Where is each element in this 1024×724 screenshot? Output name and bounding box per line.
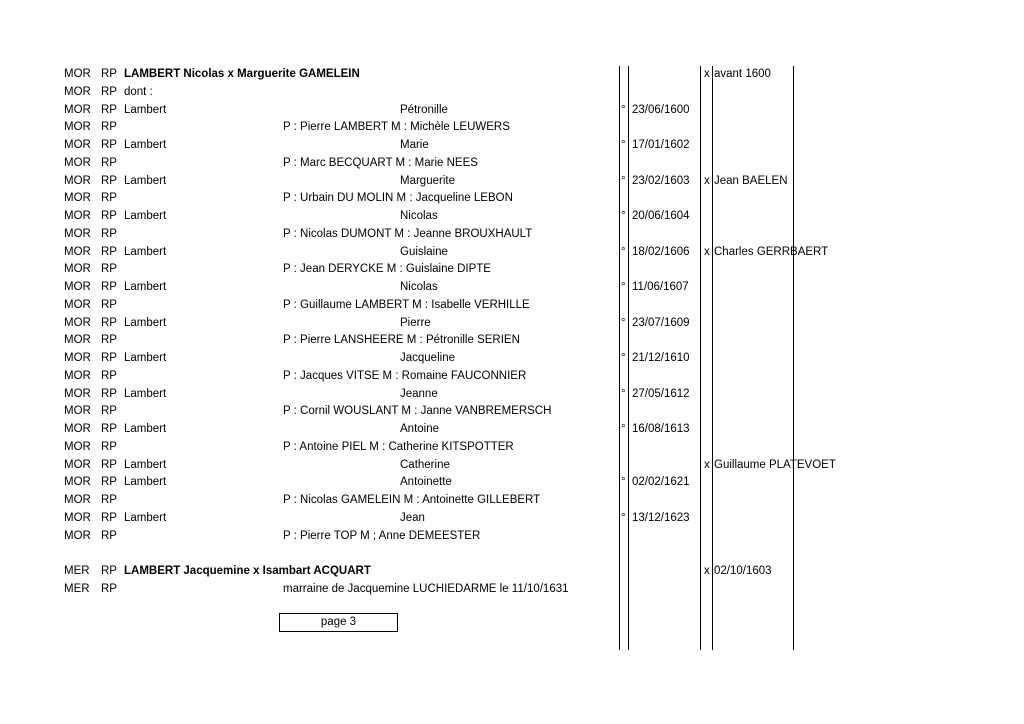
family-title: LAMBERT Nicolas x Marguerite GAMELEIN — [124, 68, 360, 80]
baptism-date: 23/06/1600 — [632, 103, 690, 116]
table-row — [0, 155, 1024, 172]
parish-code: MOR — [64, 494, 91, 506]
register-code: RP — [101, 529, 117, 542]
table-row — [0, 84, 1024, 101]
register-code: RP — [101, 121, 117, 134]
child-firstname: Marie — [400, 139, 429, 151]
marriage-info: Charles GERRBAERT — [714, 245, 829, 258]
table-row — [0, 492, 1024, 509]
child-firstname: Antoine — [400, 423, 440, 435]
table-row — [0, 137, 1024, 154]
child-surname: Lambert — [124, 458, 167, 471]
marriage-mark: x — [704, 174, 710, 187]
godparents-text: P : Pierre LAMBERT M : Michèle LEUWERS — [283, 121, 510, 134]
child-firstname: Pierre — [400, 316, 431, 329]
parish-code: MOR — [64, 192, 91, 205]
register-code: RP — [101, 494, 117, 506]
parish-code: MOR — [64, 423, 91, 435]
register-code: RP — [101, 423, 117, 435]
child-surname: Lambert — [124, 103, 167, 116]
child-surname: Lambert — [124, 174, 167, 187]
baptism-date: 23/02/1603 — [632, 174, 690, 187]
parish-code: MER — [64, 565, 90, 577]
register-code: RP — [101, 227, 117, 240]
parish-code: MOR — [64, 440, 91, 453]
child-firstname: Jacqueline — [400, 352, 455, 364]
godparents-text: P : Nicolas DUMONT M : Jeanne BROUXHAULT — [283, 227, 533, 240]
child-firstname: Nicolas — [400, 281, 438, 293]
parish-code: MOR — [64, 227, 91, 240]
baptism-mark: ° — [621, 103, 626, 116]
marriage-mark: x — [704, 565, 710, 577]
register-code: RP — [101, 139, 117, 151]
register-code: RP — [101, 263, 117, 276]
table-row — [0, 421, 1024, 438]
table-row — [0, 226, 1024, 243]
parish-code: MOR — [64, 405, 91, 418]
baptism-date: 23/07/1609 — [632, 316, 690, 329]
register-code: RP — [101, 405, 117, 418]
parish-code: MER — [64, 582, 90, 595]
parish-code: MOR — [64, 156, 91, 169]
godparents-text: P : Urbain DU MOLIN M : Jacqueline LEBON — [283, 192, 513, 205]
table-row — [0, 66, 1024, 83]
table-row — [0, 457, 1024, 474]
register-code: RP — [101, 369, 117, 382]
parish-code: MOR — [64, 103, 91, 116]
table-row — [0, 474, 1024, 491]
child-firstname: Antoinette — [400, 476, 452, 489]
parish-code: MOR — [64, 529, 91, 542]
table-row — [0, 297, 1024, 314]
child-surname: Lambert — [124, 423, 167, 435]
baptism-date: 17/01/1602 — [632, 139, 690, 151]
register-code: RP — [101, 85, 117, 98]
child-firstname: Jean — [400, 511, 425, 524]
child-firstname: Guislaine — [400, 245, 448, 258]
table-row — [0, 528, 1024, 545]
table-row — [0, 545, 1024, 562]
parish-code: MOR — [64, 458, 91, 471]
child-firstname: Marguerite — [400, 174, 455, 187]
child-surname: Lambert — [124, 245, 167, 258]
register-code: RP — [101, 103, 117, 116]
table-row — [0, 332, 1024, 349]
note-text: dont : — [124, 85, 153, 98]
baptism-mark: ° — [621, 139, 626, 151]
baptism-mark: ° — [621, 316, 626, 329]
baptism-mark: ° — [621, 352, 626, 364]
parish-code: MOR — [64, 68, 91, 80]
parish-code: MOR — [64, 263, 91, 276]
register-code: RP — [101, 582, 117, 595]
table-row — [0, 190, 1024, 207]
baptism-mark: ° — [621, 423, 626, 435]
baptism-mark: ° — [621, 281, 626, 293]
godparents-text: P : Antoine PIEL M : Catherine KITSPOTTER — [283, 440, 514, 453]
baptism-mark: ° — [621, 174, 626, 187]
parish-code: MOR — [64, 316, 91, 329]
marriage-info: avant 1600 — [714, 68, 771, 80]
register-code: RP — [101, 281, 117, 293]
child-surname: Lambert — [124, 352, 167, 364]
godparents-text: P : Jean DERYCKE M : Guislaine DIPTE — [283, 263, 491, 276]
register-code: RP — [101, 458, 117, 471]
godparents-text: P : Marc BECQUART M : Marie NEES — [283, 156, 478, 169]
parish-code: MOR — [64, 139, 91, 151]
register-code: RP — [101, 298, 117, 311]
baptism-date: 27/05/1612 — [632, 387, 690, 400]
table-row — [0, 368, 1024, 385]
godparents-text: P : Nicolas GAMELEIN M : Antoinette GILLEBERT — [283, 494, 541, 506]
register-code: RP — [101, 334, 117, 347]
baptism-date: 16/08/1613 — [632, 423, 690, 435]
marriage-mark: x — [704, 245, 710, 258]
table-row — [0, 315, 1024, 332]
child-surname: Lambert — [124, 139, 167, 151]
baptism-mark: ° — [621, 476, 626, 489]
baptism-date: 13/12/1623 — [632, 511, 690, 524]
register-code: RP — [101, 476, 117, 489]
parish-code: MOR — [64, 298, 91, 311]
table-row — [0, 350, 1024, 367]
godparents-text: marraine de Jacquemine LUCHIEDARME le 11/10/1631 — [283, 582, 569, 595]
child-surname: Lambert — [124, 511, 167, 524]
table-row — [0, 403, 1024, 420]
register-code: RP — [101, 210, 117, 222]
baptism-date: 02/02/1621 — [632, 476, 690, 489]
table-row — [0, 581, 1024, 598]
table-row — [0, 208, 1024, 225]
child-surname: Lambert — [124, 476, 167, 489]
register-code: RP — [101, 387, 117, 400]
register-code: RP — [101, 352, 117, 364]
register-code: RP — [101, 511, 117, 524]
child-surname: Lambert — [124, 387, 167, 400]
table-row — [0, 563, 1024, 580]
child-firstname: Jeanne — [400, 387, 438, 400]
parish-code: MOR — [64, 85, 91, 98]
child-surname: Lambert — [124, 210, 167, 222]
register-code: RP — [101, 440, 117, 453]
parish-code: MOR — [64, 334, 91, 347]
family-title: LAMBERT Jacquemine x Isambart ACQUART — [124, 565, 371, 577]
marriage-info: Jean BAELEN — [714, 174, 788, 187]
parish-code: MOR — [64, 476, 91, 489]
table-row — [0, 439, 1024, 456]
baptism-date: 20/06/1604 — [632, 210, 690, 222]
parish-code: MOR — [64, 281, 91, 293]
register-code: RP — [101, 174, 117, 187]
child-surname: Lambert — [124, 316, 167, 329]
parish-code: MOR — [64, 174, 91, 187]
marriage-info: 02/10/1603 — [714, 565, 772, 577]
godparents-text: P : Guillaume LAMBERT M : Isabelle VERHILLE — [283, 298, 530, 311]
table-row — [0, 173, 1024, 190]
parish-code: MOR — [64, 121, 91, 134]
register-code: RP — [101, 565, 117, 577]
parish-code: MOR — [64, 387, 91, 400]
godparents-text: P : Cornil WOUSLANT M : Janne VANBREMERSCH — [283, 405, 552, 418]
page-number: page 3 — [279, 613, 398, 632]
parish-code: MOR — [64, 352, 91, 364]
godparents-text: P : Pierre LANSHEERE M : Pétronille SERIEN — [283, 334, 520, 347]
table-row — [0, 261, 1024, 278]
child-surname: Lambert — [124, 281, 167, 293]
parish-code: MOR — [64, 210, 91, 222]
child-firstname: Pétronille — [400, 103, 448, 116]
marriage-mark: x — [704, 68, 710, 80]
baptism-mark: ° — [621, 210, 626, 222]
baptism-mark: ° — [621, 511, 626, 524]
baptism-mark: ° — [621, 245, 626, 258]
table-row — [0, 119, 1024, 136]
register-code: RP — [101, 156, 117, 169]
baptism-date: 18/02/1606 — [632, 245, 690, 258]
marriage-info: Guillaume PLATEVOET — [714, 458, 836, 471]
baptism-date: 11/06/1607 — [632, 281, 689, 293]
table-row — [0, 279, 1024, 296]
table-row — [0, 102, 1024, 119]
baptism-mark: ° — [621, 387, 626, 400]
parish-code: MOR — [64, 369, 91, 382]
register-code: RP — [101, 68, 117, 80]
baptism-date: 21/12/1610 — [632, 352, 690, 364]
register-code: RP — [101, 245, 117, 258]
marriage-mark: x — [704, 458, 710, 471]
godparents-text: P : Jacques VITSE M : Romaine FAUCONNIER — [283, 369, 527, 382]
table-row — [0, 510, 1024, 527]
register-code: RP — [101, 192, 117, 205]
table-row — [0, 244, 1024, 261]
child-firstname: Catherine — [400, 458, 450, 471]
table-row — [0, 386, 1024, 403]
parish-code: MOR — [64, 245, 91, 258]
godparents-text: P : Pierre TOP M ; Anne DEMEESTER — [283, 529, 481, 542]
parish-code: MOR — [64, 511, 91, 524]
child-firstname: Nicolas — [400, 210, 438, 222]
register-code: RP — [101, 316, 117, 329]
